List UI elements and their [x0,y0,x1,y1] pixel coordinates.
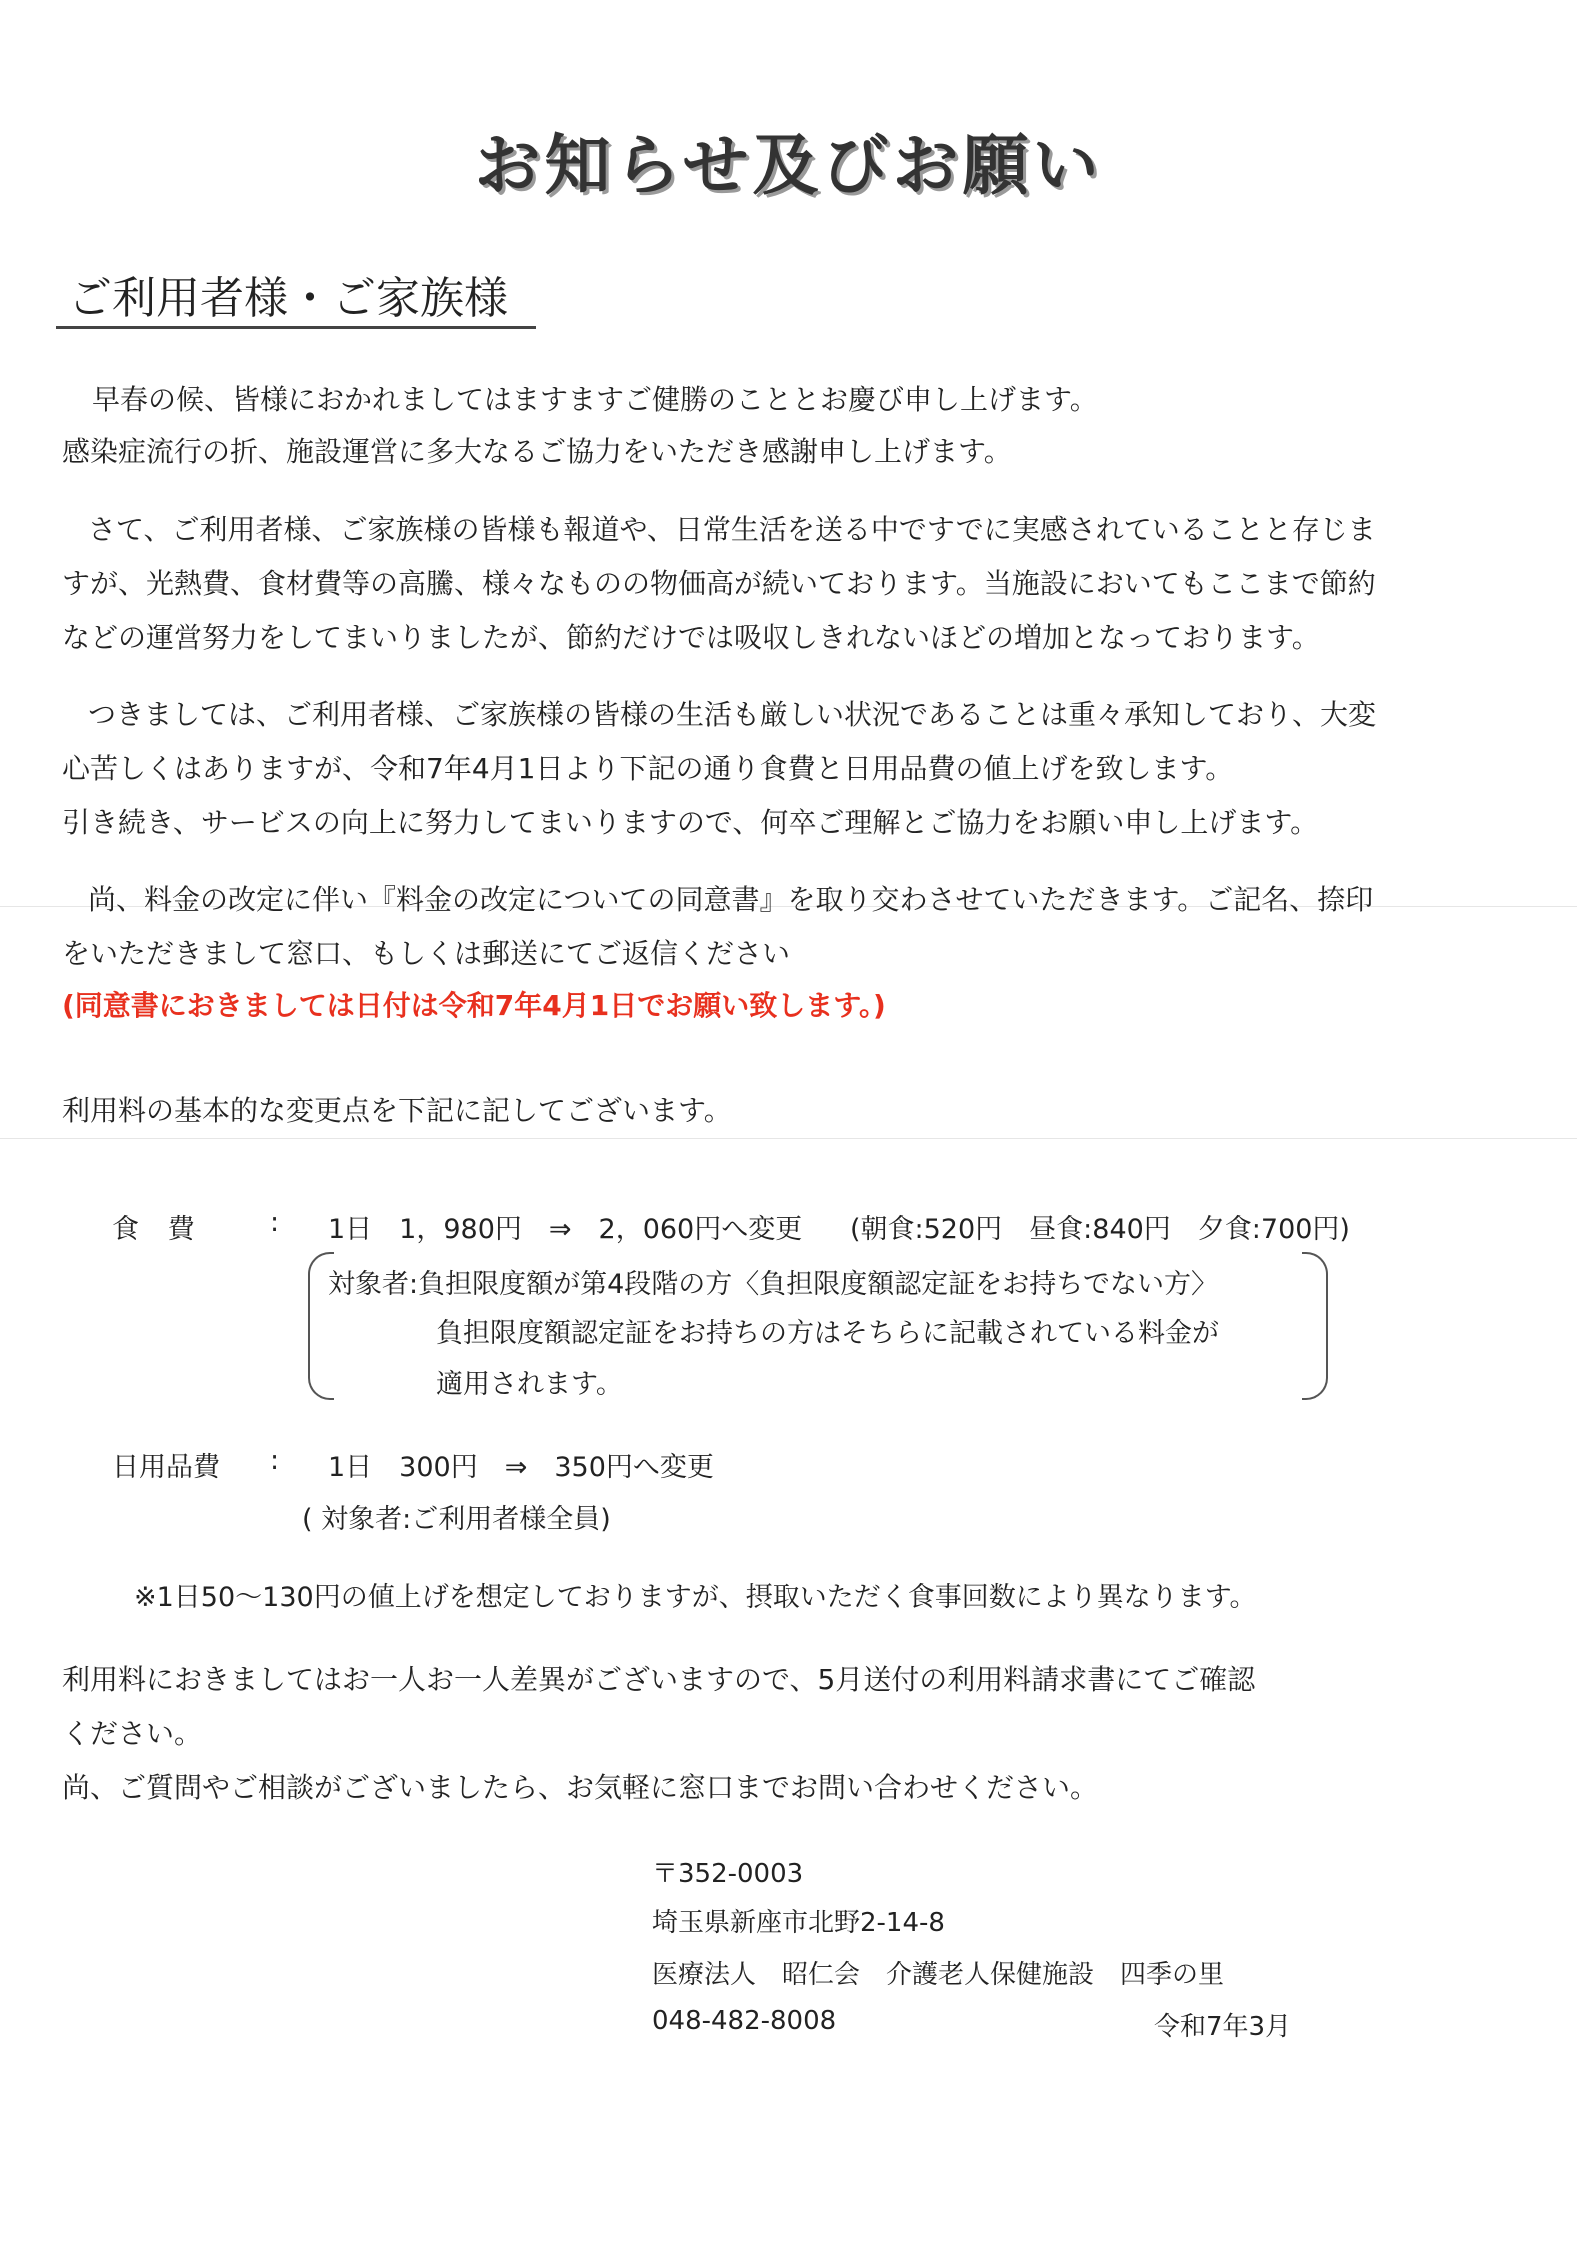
greeting-line-1: 早春の候、皆様におかれましてはますますご健勝のこととお慶び申し上げます。 [92,383,1098,416]
page-title: お知らせ及びお願い [474,127,1103,204]
sender-organization: 医療法人 昭仁会 介護老人保健施設 四季の里 [652,1960,1225,1990]
food-target-line-2: 負担限度額認定証をお持ちの方はそちらに記載されている料金が [436,1318,1219,1349]
daily-goods-label: 日用品費 [112,1452,220,1483]
consent-date-note: (同意書におきましては日付は令和7年4月1日でお願い致します。) [62,989,886,1022]
postal-code: 〒352-0003 [652,1859,804,1889]
closing-line-1: 利用料におきましてはお一人お一人差異がございますので、5月送付の利用料請求書にてご確認 [62,1663,1256,1696]
price-increase-note: ※1日50～130円の値上げを想定しておりますが、摂取いただく食事回数により異なります。 [134,1582,1257,1613]
greeting-line-2: 感染症流行の折、施設運営に多大なるご協力をいただき感謝申し上げます。 [62,435,1012,468]
food-meal-breakdown: (朝食:520円 昼食:840円 夕食:700円) [850,1214,1350,1245]
changes-intro: 利用料の基本的な変更点を下記に記してございます。 [62,1094,732,1127]
daily-goods-change: 1日 300円 ⇒ 350円へ変更 [328,1452,714,1483]
food-target-line-1: 対象者:負担限度額が第4段階の方〈負担限度額認定証をお持ちでない方〉 [328,1269,1219,1300]
paragraph-3-line-3: 引き続き、サービスの向上に努力してまいりますので、何卒ご理解とご協力をお願い申し上げます。 [62,806,1319,839]
addressee-underline [56,326,536,329]
food-target-line-3: 適用されます。 [436,1369,623,1400]
issue-date: 令和7年3月 [1154,2012,1292,2042]
paragraph-3-line-2: 心苦しくはありますが、令和7年4月1日より下記の通り食費と日用品費の値上げを致します。 [62,752,1234,785]
scan-artifact-line [0,1138,1577,1139]
right-bracket [1302,1252,1328,1400]
paragraph-2-line-3: などの運営努力をしてまいりましたが、節約だけでは吸収しきれないほどの増加となっております。 [62,621,1320,654]
daily-goods-colon: : [270,1445,280,1476]
paragraph-4-line-2: をいただきまして窓口、もしくは郵送にてご返信ください [62,937,791,970]
paragraph-4-line-1: 尚、料金の改定に伴い『料金の改定についての同意書』を取り交わさせていただきます。ご記名、捺印 [88,883,1374,916]
food-fee-change: 1日 1，980円 ⇒ 2，060円へ変更 [328,1214,803,1245]
paragraph-2-line-1: さて、ご利用者様、ご家族様の皆様も報道や、日常生活を送る中ですでに実感されていることと存じま [88,513,1376,546]
food-fee-colon: : [270,1207,280,1238]
addressee-heading: ご利用者様・ご家族様 [68,273,508,324]
sender-phone: 048-482-8008 [652,2006,837,2036]
sender-address: 埼玉県新座市北野2-14-8 [652,1908,945,1938]
food-fee-label: 食 費 [112,1214,205,1245]
closing-line-2: ください。 [62,1717,203,1750]
closing-line-3: 尚、ご質問やご相談がございましたら、お気軽に窓口までお問い合わせください。 [62,1771,1099,1804]
daily-goods-target: ( 対象者:ご利用者様全員) [302,1504,611,1535]
paragraph-3-line-1: つきましては、ご利用者様、ご家族様の皆様の生活も厳しい状況であることは重々承知しており、大変 [88,698,1377,731]
paragraph-2-line-2: すが、光熱費、食材費等の高騰、様々なものの物価高が続いております。当施設においてもここまで節約 [62,567,1376,600]
